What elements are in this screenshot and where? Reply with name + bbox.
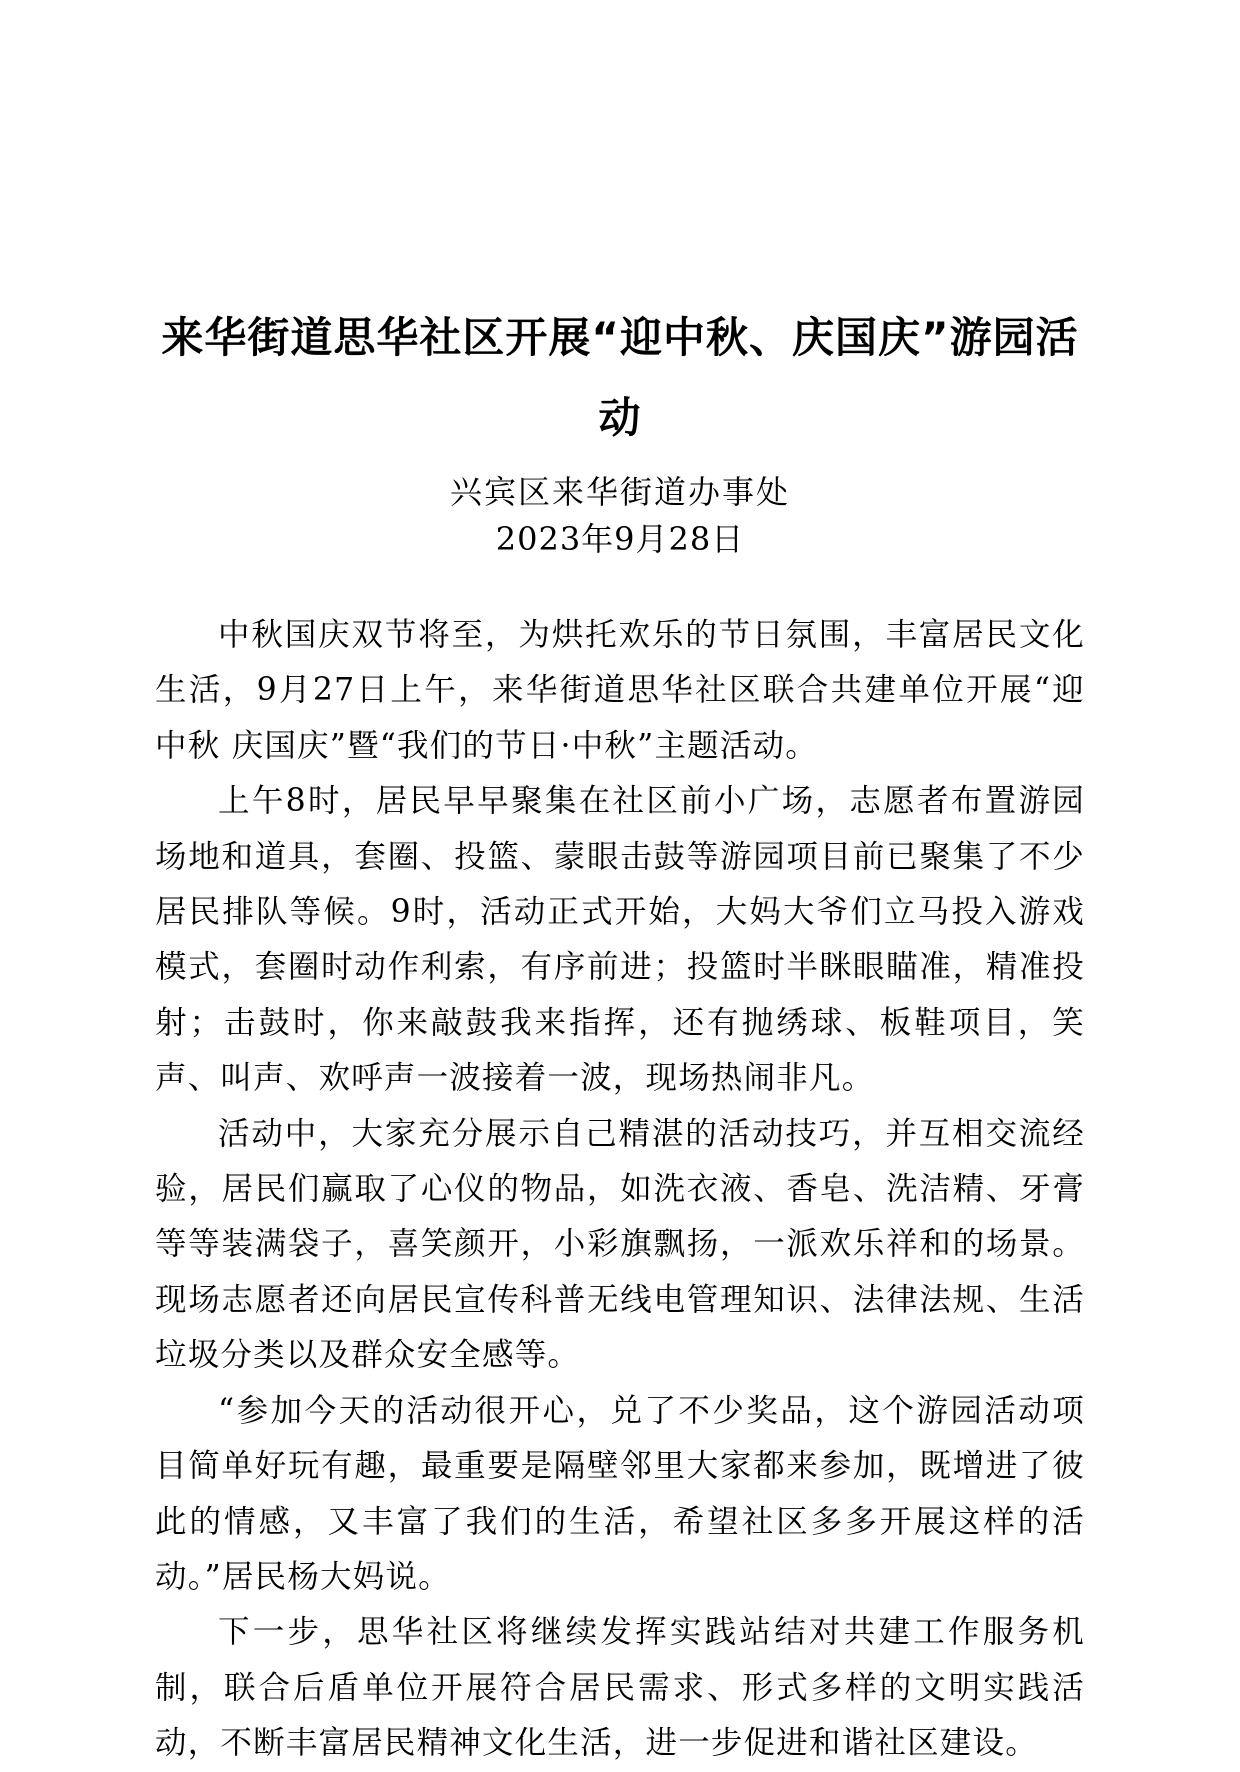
paragraph-5: 下一步，思华社区将继续发挥实践站结对共建工作服务机制，联合后盾单位开展符合居民需求、形式多样的文明实践活动，不断丰富居民精神文化生活，进一步促进和谐社区建设。 (155, 1614, 1085, 1762)
paragraph-4: “参加今天的活动很开心，兑了不少奖品，这个游园活动项目简单好玩有趣，最重要是隔壁邻里大家都来参加，既增进了彼此的情感，又丰富了我们的生活，希望社区多多开展这样的活动。”居民杨大妈说。 (155, 1392, 1085, 1595)
paragraph-2: 上午8时，居民早早聚集在社区前小广场，志愿者布置游园场地和道具，套圈、投篮、蒙眼击鼓等游园项目前已聚集了不少居民排队等候。9时，活动正式开始，大妈大爷们立马投入游戏模式，套圈时动作利索，有序前进；投篮时半眯眼瞄准，精准投射；击鼓时，你来敲鼓我来指挥，还有抛绣球、板鞋项目，笑声、叫声、欢呼声一波接着一波，现场热闹非凡。 (155, 783, 1085, 1097)
issuer-name: 兴宾区来华街道办事处 (449, 473, 790, 511)
paragraph-3: 活动中，大家充分展示自己精湛的活动技巧，并互相交流经验，居民们赢取了心仪的物品，如洗衣液、香皂、洗洁精、牙膏等等装满袋子，喜笑颜开，小彩旗飘扬，一派欢乐祥和的场景。现场志愿者还向居民宣传科普无线电管理知识、法律法规、生活垃圾分类以及群众安全感等。 (155, 1115, 1085, 1374)
article-body (155, 608, 1085, 1772)
publish-date: 2023年9月28日 (495, 520, 745, 558)
paragraph-1: 中秋国庆双节将至，为烘托欢乐的节日氛围，丰富居民文化生活，9月27日上午，来华街道思华社区联合共建单位开展“迎中秋 庆国庆”暨“我们的节日·中秋”主题活动。 (155, 617, 1085, 764)
document-title: 来华街道思华社区开展“迎中秋、庆国庆”游园活动 (161, 313, 1079, 442)
